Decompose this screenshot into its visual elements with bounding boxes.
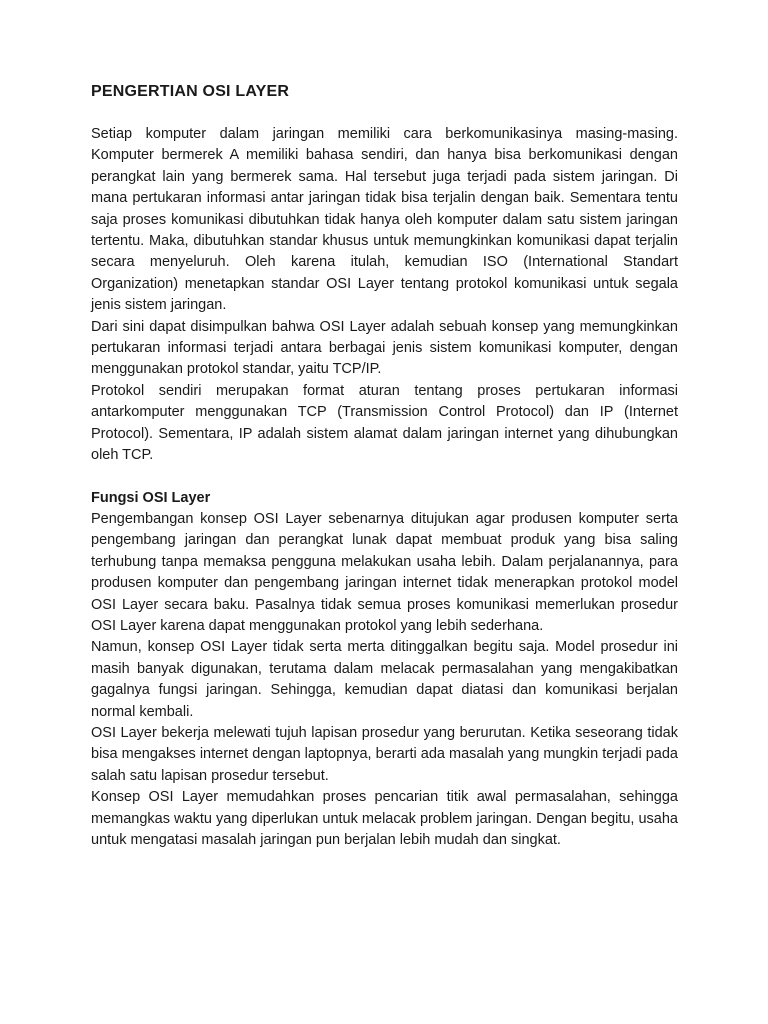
document-title: PENGERTIAN OSI LAYER	[91, 83, 290, 100]
section-paragraph-1: Pengembangan konsep OSI Layer sebenarnya ditujukan agar produsen komputer serta pengembang jaringan dan perangkat lunak dapat membuat produk yang bisa saling terhubung tanpa memaksa pengguna melakukan usaha lebih. Dalam perjalanannya, para produsen komputer dan pengembang jaringan internet tidak menerapkan protokol model OSI Layer secara baku. Pasalnya tidak semua proses komunikasi memerlukan prosedur OSI Layer karena dapat menggunakan protokol yang lebih sederhana.	[91, 510, 678, 634]
intro-paragraph-2: Dari sini dapat disimpulkan bahwa OSI Layer adalah sebuah konsep yang memungkinkan pertukaran informasi terjadi antara berbagai jenis sistem komunikasi komputer, dengan menggunakan protokol standar, yaitu TCP/IP.	[91, 318, 678, 378]
intro-paragraph-1: Setiap komputer dalam jaringan memiliki cara berkomunikasinya masing-masing. Komputer bermerek A memiliki bahasa sendiri, dan hanya bisa berkomunikasi dengan perangkat lain yang bermerek sama. Hal tersebut juga terjadi pada sistem jaringan. Di mana pertukaran informasi antar jaringan tidak bisa terjalin dengan baik. Sementara tentu saja proses komunikasi dibutuhkan tidak hanya oleh komputer dalam satu sistem jaringan tertentu. Maka, dibutuhkan standar khusus untuk memungkinkan komunikasi dapat terjalin secara menyeluruh. Oleh karena itulah, kemudian ISO (International Standart Organization) menetapkan standar OSI Layer tentang protokol komunikasi untuk segala jenis sistem jaringan.	[91, 126, 678, 314]
section-paragraph-4: Konsep OSI Layer memudahkan proses pencarian titik awal permasalahan, sehingga memangkas waktu yang diperlukan untuk melacak problem jaringan. Dengan begitu, usaha untuk mengatasi masalah jaringan pun berjalan lebih mudah dan singkat.	[91, 789, 678, 848]
document-page	[91, 82, 678, 851]
intro-paragraph-3: Protokol sendiri merupakan format aturan tentang proses pertukaran informasi antarkomputer menggunakan TCP (Transmission Control Protocol) dan IP (Internet Protocol). Sementara, IP adalah sistem alamat dalam jaringan internet yang dihubungkan oleh TCP.	[91, 382, 678, 464]
section-paragraph-3: OSI Layer bekerja melewati tujuh lapisan prosedur yang berurutan. Ketika seseorang tidak bisa mengakses internet dengan laptopnya, berarti ada masalah yang mungkin terjadi pada salah satu lapisan prosedur tersebut.	[91, 724, 678, 784]
section-paragraph-2: Namun, konsep OSI Layer tidak serta merta ditinggalkan begitu saja. Model prosedur ini masih banyak digunakan, terutama dalam melacak permasalahan yang mengakibatkan gagalnya fungsi jaringan. Sehingga, kemudian dapat diatasi dan komunikasi berjalan normal kembali.	[91, 639, 678, 720]
section-title: Fungsi OSI Layer	[91, 489, 211, 506]
section-spacer	[91, 467, 678, 488]
